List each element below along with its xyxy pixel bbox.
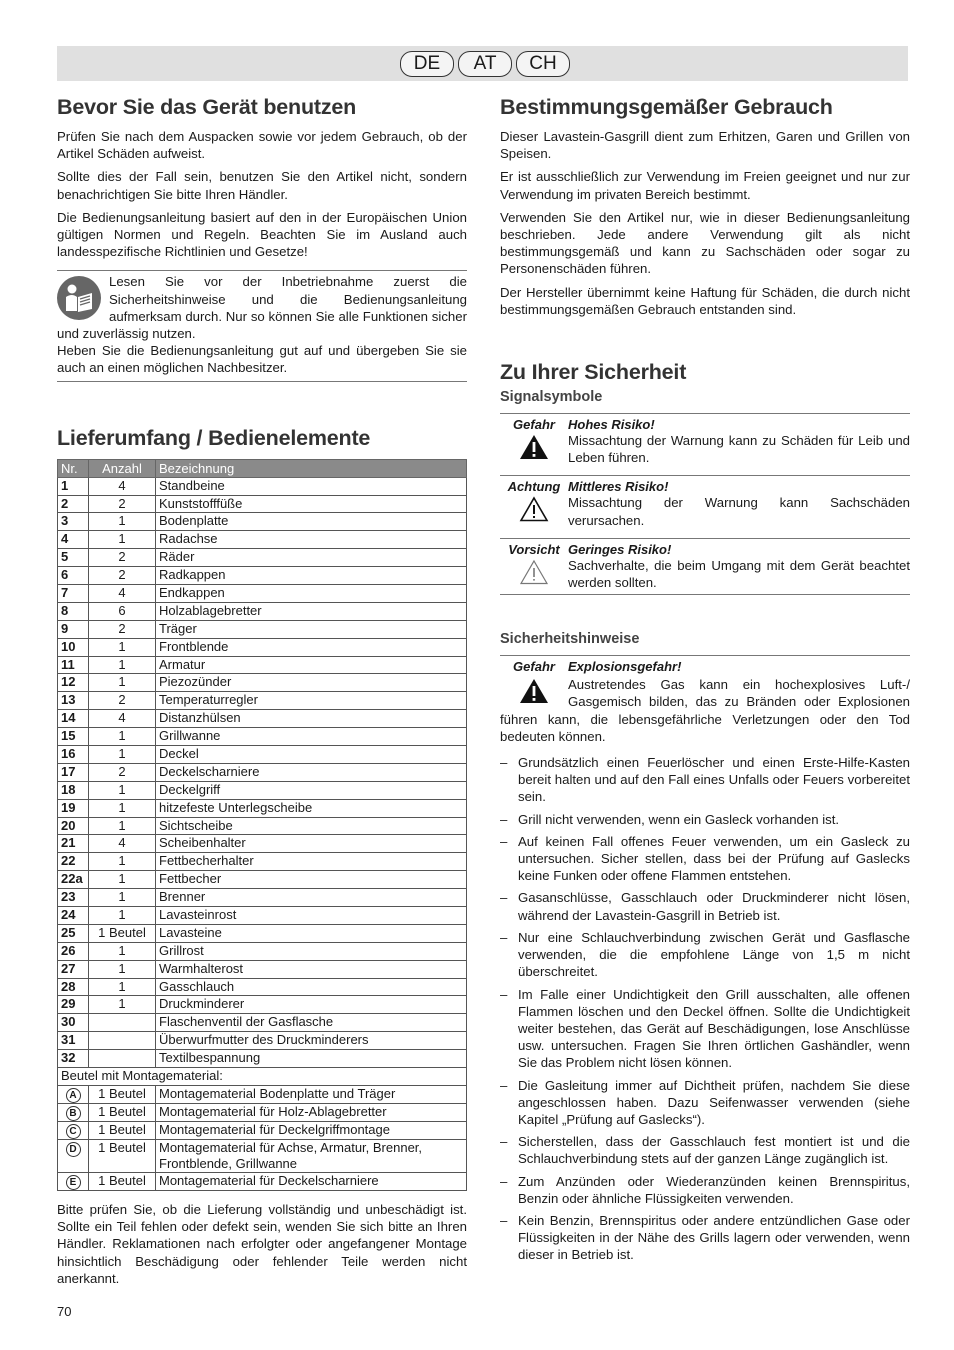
- col-header-nr: Nr.: [58, 459, 89, 477]
- explosion-warning: [500, 655, 910, 754]
- bag-letter-badge: B: [66, 1106, 81, 1121]
- table-row: [58, 584, 467, 602]
- cell-name: Deckel: [156, 746, 467, 764]
- signal-risk: Geringes Risiko!: [568, 541, 672, 557]
- cell-qty: 4: [89, 835, 156, 853]
- cell-nr: [58, 1172, 89, 1190]
- section-title-safety: Zu Ihrer Sicherheit: [500, 360, 687, 385]
- table-row: [58, 1014, 467, 1032]
- table-row: [58, 710, 467, 728]
- warning-light-icon: [500, 557, 568, 591]
- cell-name: Holzablagebretter: [156, 602, 467, 620]
- cell-qty: 1: [89, 781, 156, 799]
- cell-nr: 2: [58, 495, 89, 513]
- cell-name: Lavasteinrost: [156, 907, 467, 925]
- cell-qty: 2: [89, 620, 156, 638]
- cell-nr: 24: [58, 907, 89, 925]
- cell-name: Sichtscheibe: [156, 817, 467, 835]
- explosion-text-body: Austretendes Gas kann ein hochexplosives Luft-/ Gasgemisch bilden, das zu Bränden oder Explosionen führen kann, die lebensgefährliche Verletzungen oder den Tod bedeuten können.: [500, 677, 910, 744]
- cell-qty: [89, 1014, 156, 1032]
- table-row: [58, 567, 467, 585]
- table-row: [58, 763, 467, 781]
- table-row: [58, 871, 467, 889]
- safety-bullet-list: [500, 754, 910, 1263]
- safety-bullet: – Im Falle einer Undichtigkeit den Grill ausschalten, alle offenen Flammen löschen und den Deckel öffnen. Sollte die Undichtigkeit weiter bestehen, das Gerät auf Beschädigungen, lose Anschlüsse usw. untersuchen. Fragen Sie Ihren örtlichen Gashändler, wenn Sie das Problem nicht lösen können.: [500, 986, 910, 1072]
- cell-qty: 1: [89, 817, 156, 835]
- col-header-name: Bezeichnung: [156, 459, 467, 477]
- cell-name: Distanzhülsen: [156, 710, 467, 728]
- table-row: [58, 602, 467, 620]
- cell-nr: 27: [58, 960, 89, 978]
- explosion-text: [500, 676, 910, 745]
- signal-text: Sachverhalte, die beim Umgang mit dem Gerät beachtet werden sollten.: [568, 557, 910, 591]
- warning-filled-icon: [500, 432, 568, 466]
- table-row: [58, 1103, 467, 1121]
- cell-qty: 1: [89, 531, 156, 549]
- cell-nr: 20: [58, 817, 89, 835]
- cell-nr: 7: [58, 584, 89, 602]
- cell-nr: 4: [58, 531, 89, 549]
- cell-qty: 2: [89, 495, 156, 513]
- cell-nr: 1: [58, 477, 89, 495]
- cell-name: Lavasteine: [156, 924, 467, 942]
- signal-risk: Mittleres Risiko!: [568, 479, 669, 495]
- subsection-title-signals: Signalsymbole: [500, 389, 603, 406]
- table-row: [58, 853, 467, 871]
- cell-nr: [58, 1121, 89, 1139]
- cell-name: Montagematerial für Holz-Ablagebretter: [156, 1103, 467, 1121]
- bag-letter-badge: C: [66, 1124, 81, 1139]
- cell-nr: 21: [58, 835, 89, 853]
- cell-name: Montagematerial für Deckelscharniere: [156, 1172, 467, 1190]
- table-row: [58, 960, 467, 978]
- cell-qty: 1 Beutel: [89, 1103, 156, 1121]
- section-title-contents: Lieferumfang / Bedienelemente: [57, 425, 371, 450]
- signal-label: Achtung: [507, 479, 561, 495]
- safety-bullet: – Grundsätzlich einen Feuerlöscher und einen Erste-Hilfe-Kasten bereit halten und auf den Fall eines Unfalls oder Feuers vorbereitet sein.: [500, 754, 910, 806]
- cell-nr: 11: [58, 656, 89, 674]
- cell-nr: [58, 1103, 89, 1121]
- table-row: [58, 835, 467, 853]
- cell-qty: 1: [89, 728, 156, 746]
- paragraph: Prüfen Sie nach dem Auspacken sowie vor jedem Gebrauch, ob der Artikel Schäden aufweist.: [57, 129, 467, 162]
- cell-nr: 32: [58, 1050, 89, 1068]
- bag-letter-badge: D: [66, 1142, 81, 1157]
- cell-name: Druckminderer: [156, 996, 467, 1014]
- cell-name: Fettbecher: [156, 871, 467, 889]
- section-title-intended-use: Bestimmungsgemäßer Gebrauch: [500, 95, 833, 119]
- cell-nr: 23: [58, 889, 89, 907]
- table-row: [58, 674, 467, 692]
- table-row: [58, 1068, 467, 1086]
- table-row: [58, 477, 467, 495]
- cell-name: Warmhalterost: [156, 960, 467, 978]
- table-row: [58, 942, 467, 960]
- cell-qty: 1: [89, 978, 156, 996]
- left-column: [57, 95, 467, 1293]
- cell-qty: 4: [89, 477, 156, 495]
- cell-qty: 1: [89, 889, 156, 907]
- cell-name: Grillwanne: [156, 728, 467, 746]
- paragraph: Die Bedienungsanleitung basiert auf den in der Europäischen Union gültigen Normen und Regeln. Beachten Sie im Ausland auch landesspezifische Richtlinien und Gesetze!: [57, 209, 467, 260]
- cell-qty: 1: [89, 638, 156, 656]
- cell-nr: 28: [58, 978, 89, 996]
- right-column: [500, 95, 910, 1269]
- subsection-title-safety-notes: Sicherheitshinweise: [500, 631, 640, 648]
- note-text: Heben Sie die Bedienungsanleitung gut auf und übergeben Sie sie auch an einen möglichen Nachbesitzer.: [57, 343, 467, 376]
- cell-name: Endkappen: [156, 584, 467, 602]
- cell-nr: 30: [58, 1014, 89, 1032]
- parts-table: [57, 459, 467, 1191]
- table-row: [58, 781, 467, 799]
- cell-qty: [89, 1050, 156, 1068]
- signal-label: Vorsicht: [508, 541, 560, 557]
- cell-nr: [58, 1139, 89, 1172]
- lang-badge-at: AT: [458, 51, 512, 77]
- bag-letter-badge: E: [66, 1175, 81, 1190]
- cell-nr: 12: [58, 674, 89, 692]
- cell-qty: 1: [89, 674, 156, 692]
- cell-nr: 13: [58, 692, 89, 710]
- cell-qty: 1: [89, 871, 156, 889]
- cell-qty: 1: [89, 942, 156, 960]
- signal-danger: [500, 413, 910, 469]
- cell-qty: [89, 1032, 156, 1050]
- cell-name: Montagematerial für Achse, Armatur, Brenner, Frontblende, Grillwanne: [156, 1139, 467, 1172]
- safety-bullet: – Gasanschlüsse, Gasschlauch oder Druckminderer nicht lösen, während der Lavastein-Gasgrill in Betrieb ist.: [500, 889, 910, 923]
- table-row: [58, 620, 467, 638]
- col-header-qty: Anzahl: [89, 459, 156, 477]
- cell-nr: 17: [58, 763, 89, 781]
- warning-filled-icon: [500, 676, 568, 708]
- cell-name: Träger: [156, 620, 467, 638]
- warning-outline-icon: [500, 494, 568, 528]
- cell-nr: 8: [58, 602, 89, 620]
- cell-name: Flaschenventil der Gasflasche: [156, 1014, 467, 1032]
- cell-qty: 1 Beutel: [89, 1139, 156, 1172]
- cell-name: hitzefeste Unterlegscheibe: [156, 799, 467, 817]
- table-row: [58, 889, 467, 907]
- signal-text: Missachtung der Warnung kann Sachschäden verursachen.: [568, 495, 910, 528]
- signal-text: Missachtung der Warnung kann zu Schäden für Leib und Leben führen.: [568, 433, 910, 466]
- cell-name: Standbeine: [156, 477, 467, 495]
- table-row: [58, 1139, 467, 1172]
- cell-nr: 25: [58, 924, 89, 942]
- cell-qty: 1: [89, 513, 156, 531]
- cell-name: Deckelgriff: [156, 781, 467, 799]
- cell-name: Montagematerial Bodenplatte und Träger: [156, 1085, 467, 1103]
- cell-qty: 2: [89, 692, 156, 710]
- signal-risk: Explosionsgefahr!: [568, 659, 682, 675]
- cell-nr: 6: [58, 567, 89, 585]
- table-row: [58, 692, 467, 710]
- table-row: [58, 746, 467, 764]
- signal-label: Gefahr: [513, 417, 555, 433]
- cell-nr: 15: [58, 728, 89, 746]
- cell-name: Kunststofffüße: [156, 495, 467, 513]
- safety-bullet: – Kein Benzin, Brennspiritus oder andere entzündlichen Gase oder Flüssigkeiten in der Nähe des Grills lagern oder verwenden, wenn dieser in Betrieb ist.: [500, 1212, 910, 1264]
- read-manual-note: [57, 270, 467, 381]
- cell-name: Radachse: [156, 531, 467, 549]
- cell-nr: 5: [58, 549, 89, 567]
- cell-qty: 2: [89, 549, 156, 567]
- table-row: [58, 907, 467, 925]
- safety-bullet: – Auf keinen Fall offenes Feuer verwenden, um ein Gasleck zu untersuchen. Sicher stellen, dass bei der Prüfung auf Gaslecks keine Funken oder offene Flammen entstehen.: [500, 833, 910, 885]
- cell-qty: 1: [89, 656, 156, 674]
- closing-paragraph: Bitte prüfen Sie, ob die Lieferung vollständig und unbeschädigt ist. Sollte ein Teil fehlen oder defekt sein, wenden Sie sich bitte an Ihren Händler. Reklamationen nach erfolgter oder angefangener Montage hinsichtlich Beschädigung oder fehlender Teile werden nicht anerkannt.: [57, 1201, 467, 1286]
- language-badges: [400, 51, 570, 77]
- bag-letter-badge: A: [66, 1088, 81, 1103]
- cell-name: Textilbespannung: [156, 1050, 467, 1068]
- cell-name: Radkappen: [156, 567, 467, 585]
- lang-badge-de: DE: [400, 51, 454, 77]
- cell-nr: 31: [58, 1032, 89, 1050]
- cell-nr: 18: [58, 781, 89, 799]
- cell-nr: 14: [58, 710, 89, 728]
- cell-name: Räder: [156, 549, 467, 567]
- page-number: 70: [57, 1304, 72, 1319]
- cell-qty: 4: [89, 710, 156, 728]
- safety-bullet: – Zum Anzünden oder Wiederanzünden keinen Brennspiritus, Benzin oder ähnliche Flüssigkeiten verwenden.: [500, 1173, 910, 1207]
- cell-name: Montagematerial für Deckelgriffmontage: [156, 1121, 467, 1139]
- paragraph: Der Hersteller übernimmt keine Haftung für Schäden, die durch nicht bestimmungsgemäßen Gebrauch entstanden sind.: [500, 284, 910, 317]
- table-row: [58, 531, 467, 549]
- cell-name: Bodenplatte: [156, 513, 467, 531]
- section-title-before-use: Bevor Sie das Gerät benutzen: [57, 95, 357, 119]
- cell-name: Deckelscharniere: [156, 763, 467, 781]
- table-row: [58, 495, 467, 513]
- cell-name: Brenner: [156, 889, 467, 907]
- cell-name: Scheibenhalter: [156, 835, 467, 853]
- safety-bullet: – Die Gasleitung immer auf Dichtheit prüfen, nachdem Sie diese angeschlossen haben. Dazu Seifenwasser verwenden (siehe Kapitel „Prüfung auf Gaslecks“).: [500, 1077, 910, 1129]
- cell-qty: 1: [89, 799, 156, 817]
- cell-name: Überwurfmutter des Druckminderers: [156, 1032, 467, 1050]
- cell-qty: 1 Beutel: [89, 1121, 156, 1139]
- table-row: [58, 1172, 467, 1190]
- table-row: [58, 513, 467, 531]
- cell-qty: 1 Beutel: [89, 1085, 156, 1103]
- table-row: [58, 978, 467, 996]
- table-row: [58, 817, 467, 835]
- cell-qty: 6: [89, 602, 156, 620]
- cell-name: Frontblende: [156, 638, 467, 656]
- cell-qty: 1: [89, 853, 156, 871]
- table-row: [58, 1085, 467, 1103]
- cell-nr: 10: [58, 638, 89, 656]
- table-row: [58, 728, 467, 746]
- signal-warning: [500, 475, 910, 531]
- paragraph: Er ist ausschließlich zur Verwendung im Freien geeignet und nur zur Verwendung im privaten Bereich bestimmt.: [500, 169, 910, 202]
- safety-bullet: – Grill nicht verwenden, wenn ein Gasleck vorhanden ist.: [500, 811, 910, 828]
- cell-qty: 1 Beutel: [89, 1172, 156, 1190]
- table-row: [58, 996, 467, 1014]
- cell-qty: 1 Beutel: [89, 924, 156, 942]
- cell-qty: 2: [89, 567, 156, 585]
- cell-name: Temperaturregler: [156, 692, 467, 710]
- cell-qty: 1: [89, 746, 156, 764]
- note-text: Lesen Sie vor der Inbetriebnahme zuerst die Sicherheitshinweise und die Bedienungsanleitung aufmerksam durch. Nur so können Sie alle Funktionen sicher und zuverlässig nutzen.: [57, 274, 467, 342]
- cell-name: Grillrost: [156, 942, 467, 960]
- cell-name: Gasschlauch: [156, 978, 467, 996]
- cell-nr: 16: [58, 746, 89, 764]
- table-row: [58, 924, 467, 942]
- signal-risk: Hohes Risiko!: [568, 417, 655, 433]
- bag-label: Beutel mit Montagematerial:: [58, 1068, 467, 1086]
- cell-nr: 19: [58, 799, 89, 817]
- cell-qty: 1: [89, 996, 156, 1014]
- safety-bullet: – Nur eine Schlauchverbindung zwischen Gerät und Gasflasche verwenden, die die empfohlene Länge von 1,5 m nicht überschreitet.: [500, 929, 910, 981]
- table-row: [58, 799, 467, 817]
- paragraph: Dieser Lavastein-Gasgrill dient zum Erhitzen, Garen und Grillen von Speisen.: [500, 129, 910, 162]
- cell-qty: 4: [89, 584, 156, 602]
- cell-name: Armatur: [156, 656, 467, 674]
- table-row: [58, 638, 467, 656]
- cell-name: Piezozünder: [156, 674, 467, 692]
- cell-name: Fettbecherhalter: [156, 853, 467, 871]
- cell-nr: [58, 1085, 89, 1103]
- paragraph: Sollte dies der Fall sein, benutzen Sie den Artikel nicht, sondern benachrichtigen Sie bitte Ihren Händler.: [57, 169, 467, 202]
- lang-badge-ch: CH: [516, 51, 570, 77]
- cell-nr: 29: [58, 996, 89, 1014]
- signal-label: Gefahr: [513, 659, 555, 675]
- table-row: [58, 549, 467, 567]
- paragraph: Verwenden Sie den Artikel nur, wie in dieser Bedienungsanleitung beschrieben. Jede andere Verwendung gilt als nicht bestimmungsgemäß und kann zu Sachschäden oder sogar zu Personenschäden führen.: [500, 209, 910, 277]
- cell-nr: 3: [58, 513, 89, 531]
- cell-nr: 9: [58, 620, 89, 638]
- cell-qty: 1: [89, 960, 156, 978]
- cell-qty: 2: [89, 763, 156, 781]
- table-row: [58, 656, 467, 674]
- table-row: [58, 1032, 467, 1050]
- cell-nr: 22a: [58, 871, 89, 889]
- safety-bullet: – Sicherstellen, dass der Gasschlauch fest montiert ist und die Schlauchverbindung stets auf der ganzen Länge zugänglich ist.: [500, 1133, 910, 1167]
- cell-nr: 26: [58, 942, 89, 960]
- table-row: [58, 1121, 467, 1139]
- table-row: [58, 1050, 467, 1068]
- cell-qty: 1: [89, 907, 156, 925]
- signal-caution: [500, 538, 910, 595]
- cell-nr: 22: [58, 853, 89, 871]
